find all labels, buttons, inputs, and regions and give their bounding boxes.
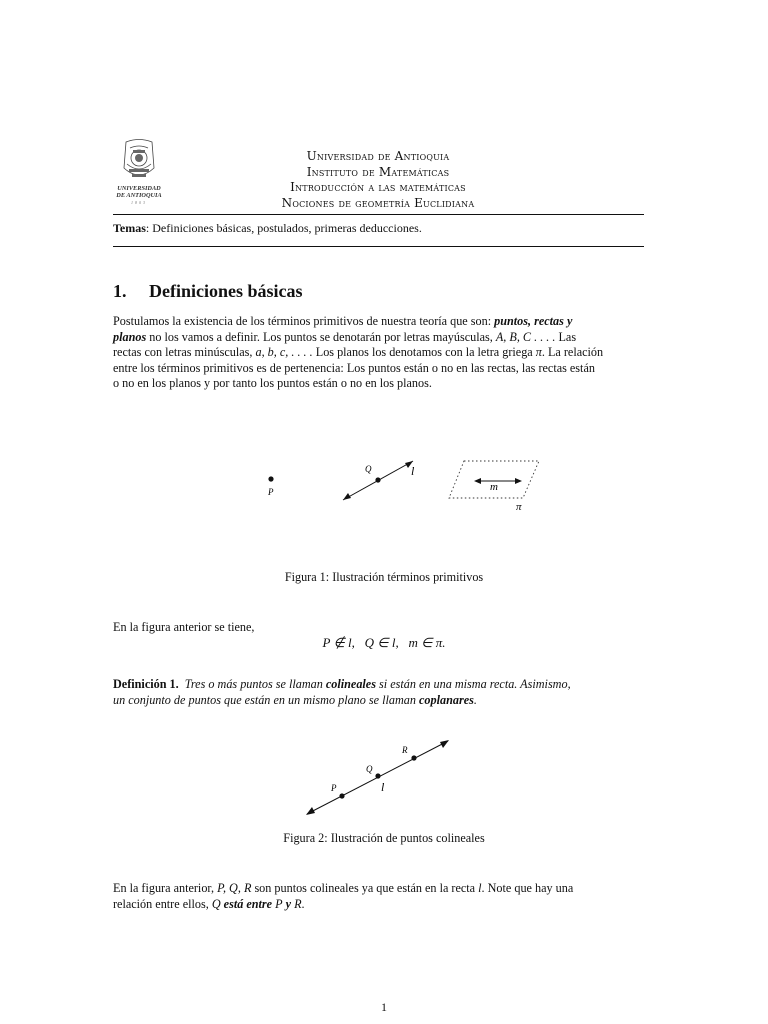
logo-text-line3: 1803 <box>131 200 147 205</box>
label-R: R <box>402 745 408 755</box>
section-title-text: Definiciones básicas <box>149 281 303 301</box>
body-text: . Note que hay una <box>481 881 574 895</box>
after-figure-2-paragraph <box>113 881 645 912</box>
between-emphasis: está entre <box>220 896 276 911</box>
planos-emphasis: planos <box>113 329 147 344</box>
label-Q: Q <box>365 464 372 474</box>
arrowhead <box>343 493 351 500</box>
body-text: . <box>301 896 305 911</box>
intro-text: . La relación <box>541 345 604 360</box>
definition-text: . <box>473 692 477 707</box>
body-text: son puntos colineales ya que están en la recta <box>251 881 479 895</box>
arrowhead <box>515 478 522 484</box>
logo-text-line2: DE ANTIOQUIA <box>116 192 162 199</box>
label-l: l <box>381 780 385 794</box>
membership-equation: P ∉ l, Q ∈ l, m ∈ π. <box>322 635 446 650</box>
section-title <box>113 281 303 302</box>
label-P: P <box>331 783 337 793</box>
point-P <box>339 793 344 798</box>
label-Q: Q <box>366 764 373 774</box>
between-emphasis: y <box>282 896 295 911</box>
document-header <box>200 149 556 211</box>
definition-1 <box>113 677 645 708</box>
math-line: l <box>478 881 482 895</box>
label-P: P <box>268 487 274 497</box>
label-l: l <box>411 464 415 478</box>
math-pi: π <box>535 345 542 360</box>
university-seal-logo <box>112 138 166 208</box>
definition-label: Definición 1. <box>113 677 179 691</box>
page-number: 1 <box>381 1000 387 1014</box>
topics-line <box>113 221 422 236</box>
section-number: 1. <box>113 281 127 301</box>
point-Q <box>375 773 380 778</box>
colineales-term: colineales <box>325 677 376 691</box>
figure-1-caption: Figura 1: Ilustración términos primitivos <box>284 570 484 584</box>
math-point: P <box>275 896 283 911</box>
arrowhead <box>474 478 481 484</box>
intro-text: no los vamos a definir. Los puntos se denotarán por letras mayúsculas, <box>146 329 496 344</box>
header-top-rule <box>113 214 644 215</box>
topics-label: Temas <box>113 221 146 235</box>
arrowhead <box>306 807 315 815</box>
intro-text: Las <box>555 329 577 344</box>
point-R <box>411 755 416 760</box>
math-point: Q <box>211 896 221 911</box>
header-topic: Nociones de geometría Euclidiana <box>281 195 475 210</box>
math-points: A, B, C . . . . <box>495 329 556 344</box>
header-university: Universidad de Antioquia <box>306 149 450 163</box>
label-m: m <box>490 481 498 493</box>
header-institute: Instituto de Matemáticas <box>306 164 450 179</box>
definition-text: si están en una misma recta. Asimismo, <box>375 677 571 691</box>
definition-text: un conjunto de puntos que están en un mismo plano se llaman <box>113 692 420 707</box>
topics-text: : Definiciones básicas, postulados, primeras deducciones. <box>145 221 422 235</box>
body-text: relación entre ellos, <box>113 896 212 911</box>
math-point: R <box>294 896 302 911</box>
coplanares-term: coplanares <box>419 692 474 707</box>
intro-text: rectas con letras minúsculas, <box>113 345 256 360</box>
point-Q <box>375 477 380 482</box>
primitive-terms-emphasis: puntos, rectas y <box>494 314 573 328</box>
header-course: Introducción a las matemáticas <box>290 180 466 194</box>
math-lines: a, b, c, . . . . <box>255 345 313 360</box>
after-figure-1-text: En la figura anterior se tiene, <box>113 620 255 634</box>
logo-text-line1: UNIVERSIDAD <box>117 185 161 192</box>
definition-text: Tres o más puntos se llaman <box>184 677 326 691</box>
figure-1-primitive-terms <box>0 440 768 530</box>
math-points: P, Q, R <box>217 881 252 895</box>
body-text: En la figura anterior, <box>113 881 218 895</box>
label-pi: π <box>516 501 522 513</box>
intro-text: Postulamos la existencia de los términos primitivos de nuestra teoría que son: <box>113 314 495 328</box>
intro-paragraph <box>113 314 645 392</box>
point-P <box>268 476 273 481</box>
arrowhead <box>440 740 449 748</box>
figure-2-caption: Figura 2: Ilustración de puntos colineales <box>283 831 485 845</box>
intro-text: Los planos los denotamos con la letra griega <box>312 345 536 360</box>
intro-text: entre los términos primitivos es de pertenencia: Los puntos están o no en las rectas, las rectas están <box>113 360 595 375</box>
figure-2-collinear-points <box>0 730 768 825</box>
header-bottom-rule <box>113 246 644 247</box>
intro-text: o no en los planos y por tanto los puntos están o no en los planos. <box>113 376 432 391</box>
